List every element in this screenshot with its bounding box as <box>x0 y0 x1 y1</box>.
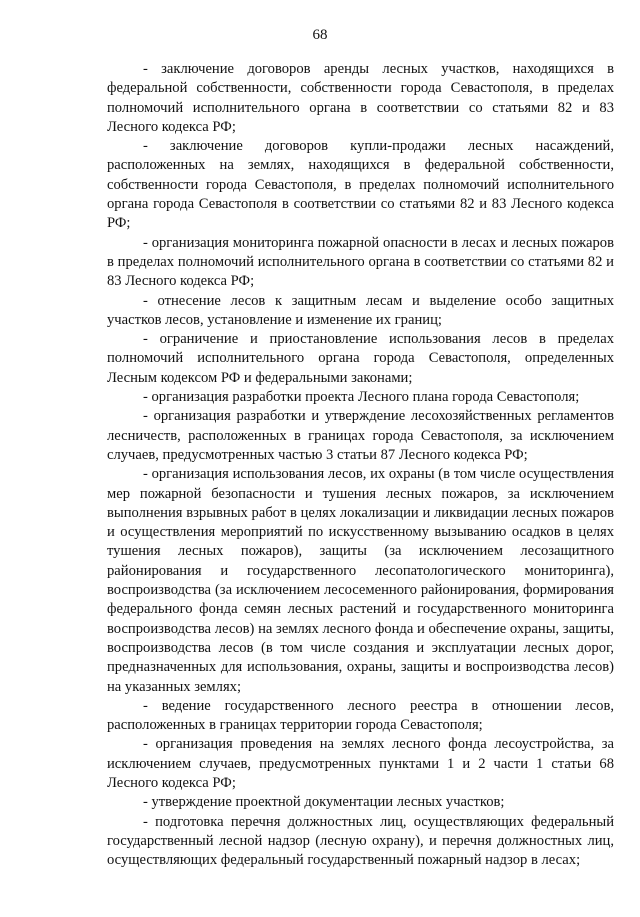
body-text <box>107 60 614 870</box>
page-number: 68 <box>312 27 328 43</box>
list-item: - отнесение лесов к защитным лесам и выделение особо защитных участков лесов, установление и изменение их границ; <box>107 292 614 328</box>
list-item: - заключение договоров купли-продажи лесных насаждений, расположенных на землях, находящихся в федеральной собственности, собственности города Севастополя, в пределах полномочий исполнительного органа города Севастополя в соответствии со статьями 82 и 83 Лесного кодекса РФ; <box>107 138 614 232</box>
list-item: - организация мониторинга пожарной опасности в лесах и лесных пожаров в пределах полномочий исполнительного органа в соответствии со статьями 82 и 83 Лесного кодекса РФ; <box>107 234 614 290</box>
list-item: - организация разработки проекта Лесного плана города Севастополя; <box>143 389 580 406</box>
list-item: - подготовка перечня должностных лиц, осуществляющих федеральный государственный лесной надзор (лесную охрану), и перечня должностных лиц, осуществляющих федеральный государственный пожарный надзор в лесах; <box>107 813 614 869</box>
list-item: - ограничение и приостановление использования лесов в пределах полномочий исполнительного органа города Севастополя, определенных Лесным кодексом РФ и федеральными законами; <box>107 331 614 386</box>
list-item: - утверждение проектной документации лесных участков; <box>143 794 505 811</box>
list-item: - организация проведения на землях лесного фонда лесоустройства, за исключением случаев, предусмотренных пунктами 1 и 2 части 1 статьи 68 Лесного кодекса РФ; <box>107 736 614 791</box>
list-item: - организация разработки и утверждение лесохозяйственных регламентов лесничеств, расположенных в границах города Севастополя, за исключением случаев, предусмотренных частью 3 статьи 87 Лесного кодекса РФ; <box>107 408 614 463</box>
list-item: - организация использования лесов, их охраны (в том числе осуществления мер пожарной безопасности и тушения лесных пожаров, за исключением выполнения взрывных работ в целях локализации и ликвидации лесных пожаров и осуществления мероприятий по искусственному вызыванию осадков в целях тушения лесных пожаров), защиты (за исключением лесозащитного районирования и государственного лесопатологического мониторинга), воспроизводства (за исключением лесосеменного районирования, формирования федерального фонда семян лесных растений и государственного мониторинга воспроизводства лесов) на землях лесного фонда и обеспечение охраны, защиты, воспроизводства лесов (в том числе создания и эксплуатации лесных дорог, предназначенных для использования, охраны, защиты и воспроизводства лесов) на указанных землях; <box>107 466 614 695</box>
list-item: - ведение государственного лесного реестра в отношении лесов, расположенных в границах территории города Севастополя; <box>107 697 614 734</box>
list-item: - заключение договоров аренды лесных участков, находящихся в федеральной собственности, собственности города Севастополя, в пределах полномочий исполнительного органа в соответствии со статьями 82 и 83 Лесного кодекса РФ; <box>107 61 614 135</box>
